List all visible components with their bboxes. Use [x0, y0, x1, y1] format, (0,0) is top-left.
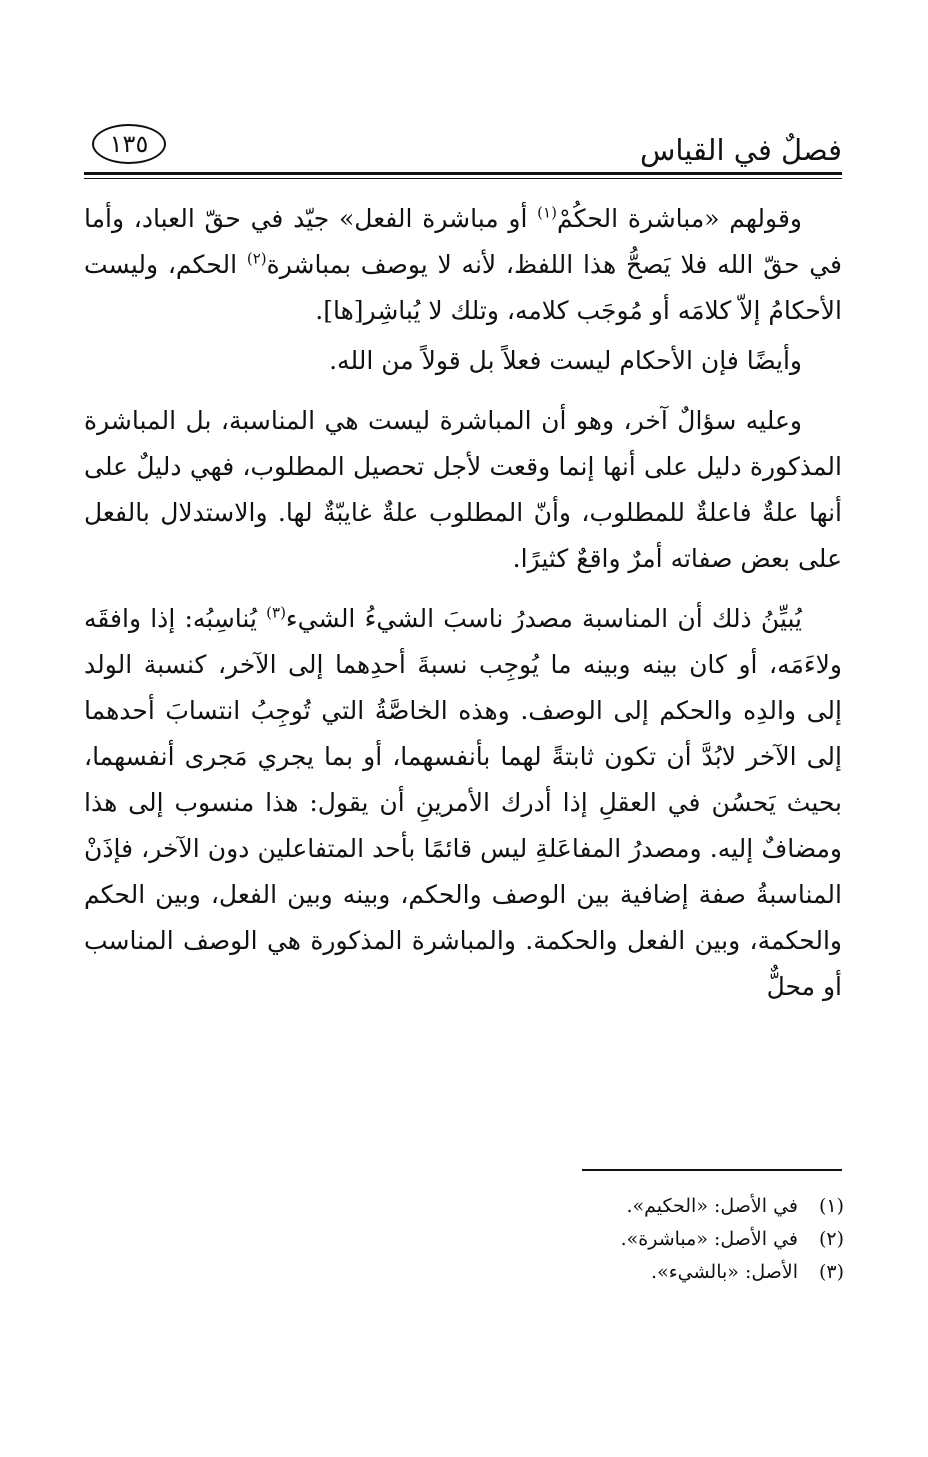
header-rule-thin: [84, 178, 842, 179]
footnote-2: [244, 1223, 844, 1256]
page-header: [84, 118, 842, 180]
footnote-ref-3: (٣): [266, 603, 286, 622]
footnote-3: [244, 1256, 844, 1289]
footnote-marker: (١): [818, 1195, 844, 1217]
paragraph-4-part-1: يُبيِّنُ ذلك أن المناسبة مصدرُ ناسبَ الشيءُ الشيء: [285, 604, 802, 633]
page-number: ١٣٥: [92, 124, 166, 164]
footnote-text: في الأصل: «مباشرة».: [620, 1228, 798, 1250]
footnote-text: الأصل: «بالشيء».: [651, 1261, 798, 1283]
paragraph-3: وعليه سؤالٌ آخر، وهو أن المباشرة ليست هي المناسبة، بل المباشرة المذكورة دليل على أنها إنما وقعت لأجل تحصيل المطلوب، فهي دليلٌ على أنها علةٌ فاعلةٌ للمطلوب، وأنّ المطلوب علةٌ غايبّةٌ لها. والاستدلال بالفعل على بعض صفاته أمرٌ واقعٌ كثيرًا.: [84, 406, 842, 573]
paragraph-1-part-1: وقولهم «مباشرة الحكُمْ: [556, 204, 802, 233]
footnotes: [244, 1190, 844, 1289]
paragraph-4: [84, 596, 842, 1010]
footnote-ref-2: (٢): [246, 249, 267, 268]
paragraph-1-part-2: أو مباشرة الفعل» جيّد في حقّ العباد، وأما في حقّ الله فلا يَصحُّ هذا اللفظ، لأنه لا يوصف بمباشرة: [84, 204, 842, 279]
footnote-marker: (٢): [818, 1228, 844, 1250]
running-title: فصلٌ في القياس: [640, 133, 842, 167]
paragraph-2: وأيضًا فإن الأحكام ليست فعلاً بل قولاً من الله.: [329, 346, 802, 375]
footnote-1: [244, 1190, 844, 1223]
header-rule-thick: [84, 172, 842, 175]
footnote-ref-1: (١): [537, 203, 557, 222]
footnote-text: في الأصل: «الحكيم».: [626, 1195, 798, 1217]
paragraph-1: [84, 196, 842, 334]
paragraph-4-part-2: يُناسِبُه: إذا وافقَه ولاءَمَه، أو كان بينه وبينه ما يُوجِب نسبةَ أحدِهما إلى الآخر، كنسبة الولد إلى والدِه والحكم إلى الوصف. وهذه الخاصَّةُ التي تُوجِبُ انتسابَ أحدهما إلى الآخر لابُدَّ أن تكون ثابتةً لهما بأنفسهما، أو بما يجري مَجرى أنفسهما، بحيث يَحسُن في العقلِ إذا أدرك الأمرينِ أن يقول: هذا منسوب إلى هذا ومضافٌ إليه. ومصدرُ المفاعَلةِ ليس قائمًا بأحد المتفاعلين دون الآخر، فإذَنْ المناسبةُ صفة إضافية بين الوصف والحكم، وبينه وبين الفعل، وبين الحكم والحكمة، وبين الفعل والحكمة. والمباشرة المذكورة هي الوصف المناسب أو محلٌّ: [84, 604, 842, 1001]
footnote-marker: (٣): [818, 1261, 844, 1283]
paragraph-1-part-3: الحكم، وليست الأحكامُ إلاّ كلامَه أو مُوجَب كلامه، وتلك لا يُباشِر[ها].: [84, 250, 842, 325]
main-text: [84, 196, 842, 1024]
footnote-separator: [582, 1169, 842, 1171]
